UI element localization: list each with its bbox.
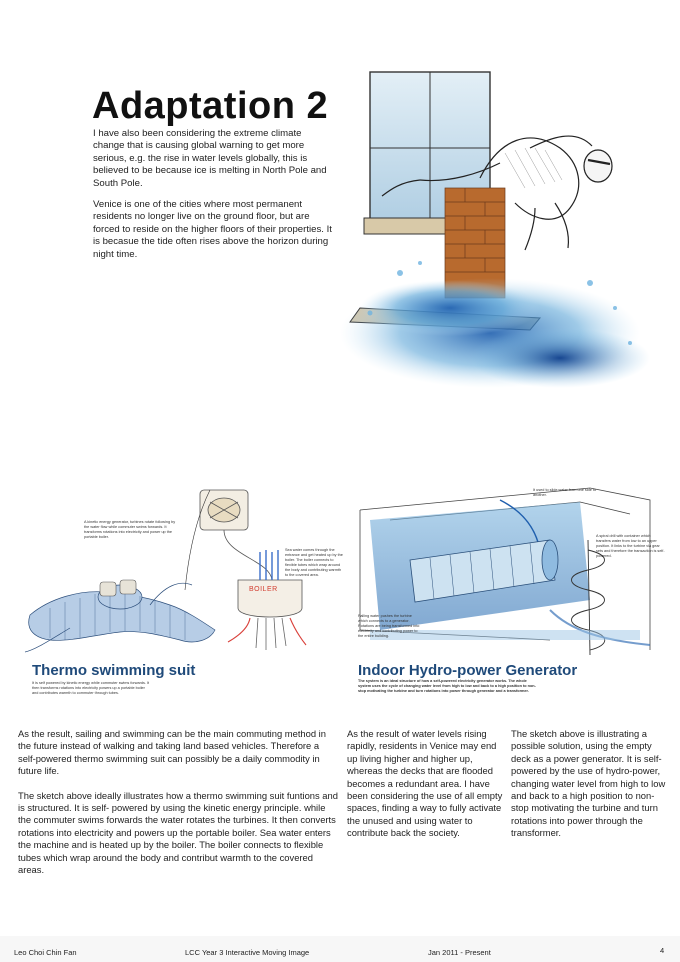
thermo-subcaption: It is self powered by kinetic energy while commuter swims forwards. It then transforms rotations into electricity powers up a portable boiler and contributes warmth to commuter through tubes.: [32, 681, 150, 695]
boiler-note: Sea water comes through the entrance and get heated up by the boiler. The boiler connects to flexible tubes which wrap around the body and contributing warmth to the covered area.: [285, 548, 343, 577]
footer-bar: [0, 936, 680, 962]
body-column-1: [18, 728, 338, 876]
footer-course: LCC Year 3 Interactive Moving Image: [185, 948, 310, 957]
swimmer-splash-illustration: [330, 68, 660, 388]
boiler-label: BOILER: [249, 586, 278, 593]
falling-water-note: Falling water pushes the turbine which connects to a generator. Rotations are being transformed into electricity and contributing power to the entire building.: [358, 614, 420, 638]
body-column-3: The sketch above is illustrating a possible solution, using the empty deck as a power generator. It is self- powered by the use of hydro-power, changing water level from high to low and back to a high position to non-stop motivating the turbine and turn rotations into power through the transformer.: [511, 728, 666, 839]
page-title: Adaptation 2: [92, 85, 329, 127]
spiral-drill-note: A spiral drill with container which transfers water from low to an upper position. It links to the turbine via gear sets and therefore the transaction is self-powered.: [596, 534, 665, 558]
body-column-2: As the result of water levels rising rapidly, residents in Venice may end up living higher and higher up, whereas the decks that are flooded becomes a redundant area. I have been considering the use of all empty spaces, finding a way to fully activate the unused and using water to contribute back the society.: [347, 728, 503, 839]
hydro-subcaption: The system is an ideal structure of how a self-powered electricity generator works. The whole system uses the cycle of changing water level from high to low and back to a high position to non-stop motivating the turbine and turn rotations into power through generator and a transformer.: [358, 679, 536, 693]
intro-paragraph-2: Venice is one of the cities where most permanent residents no longer live on the ground floor, but are forced to reside on the higher floors of their properties. It is becasue the tide often rises above the horizon during night time.: [93, 199, 332, 260]
thermo-section-title: Thermo swimming suit: [32, 662, 196, 679]
intro-paragraph-1: I have also been considering the extreme climate change that is causing global warning to get more serious, e.g. the rise in water levels globally, this is believed to be because ice is melting in North Pole and South Pole.: [93, 128, 327, 189]
body-paragraph: The sketch above ideally illustrates how a thermo swimming suit funtions and is structured. It is self- powered by using the kinetic energy principle. while the commuter swims forwards the water rotates the turbines. It then converts rotations into electricity and powers up the portable boiler. Sea water enters the machine and is heated up by the boiler. The boiler connects to flexible tubes which wrap around the body and contribut warmth to the covered areas.: [18, 789, 338, 876]
footer-author: Leo Choi Chin Fan: [14, 948, 77, 957]
footer-page-number: 4: [660, 946, 665, 955]
footer-date: Jan 2011 - Present: [428, 948, 491, 957]
hydro-section-title: Indoor Hydro-power Generator: [358, 662, 578, 679]
slide-note: It used to slide water from one side to another.: [533, 488, 597, 497]
turbine-note: A kinetic energy generator, turbines rotate following by the water flow while commuter swims forwards. It transforms rotations into electricity and power up the portable boiler.: [84, 520, 176, 539]
body-paragraph: As the result, sailing and swimming can be the main commuting method in the future instead of walking and taking land based vehicles. Therefore a self-powered thermo swimming suit can possibly be a daily commodity in future life.: [18, 728, 326, 777]
